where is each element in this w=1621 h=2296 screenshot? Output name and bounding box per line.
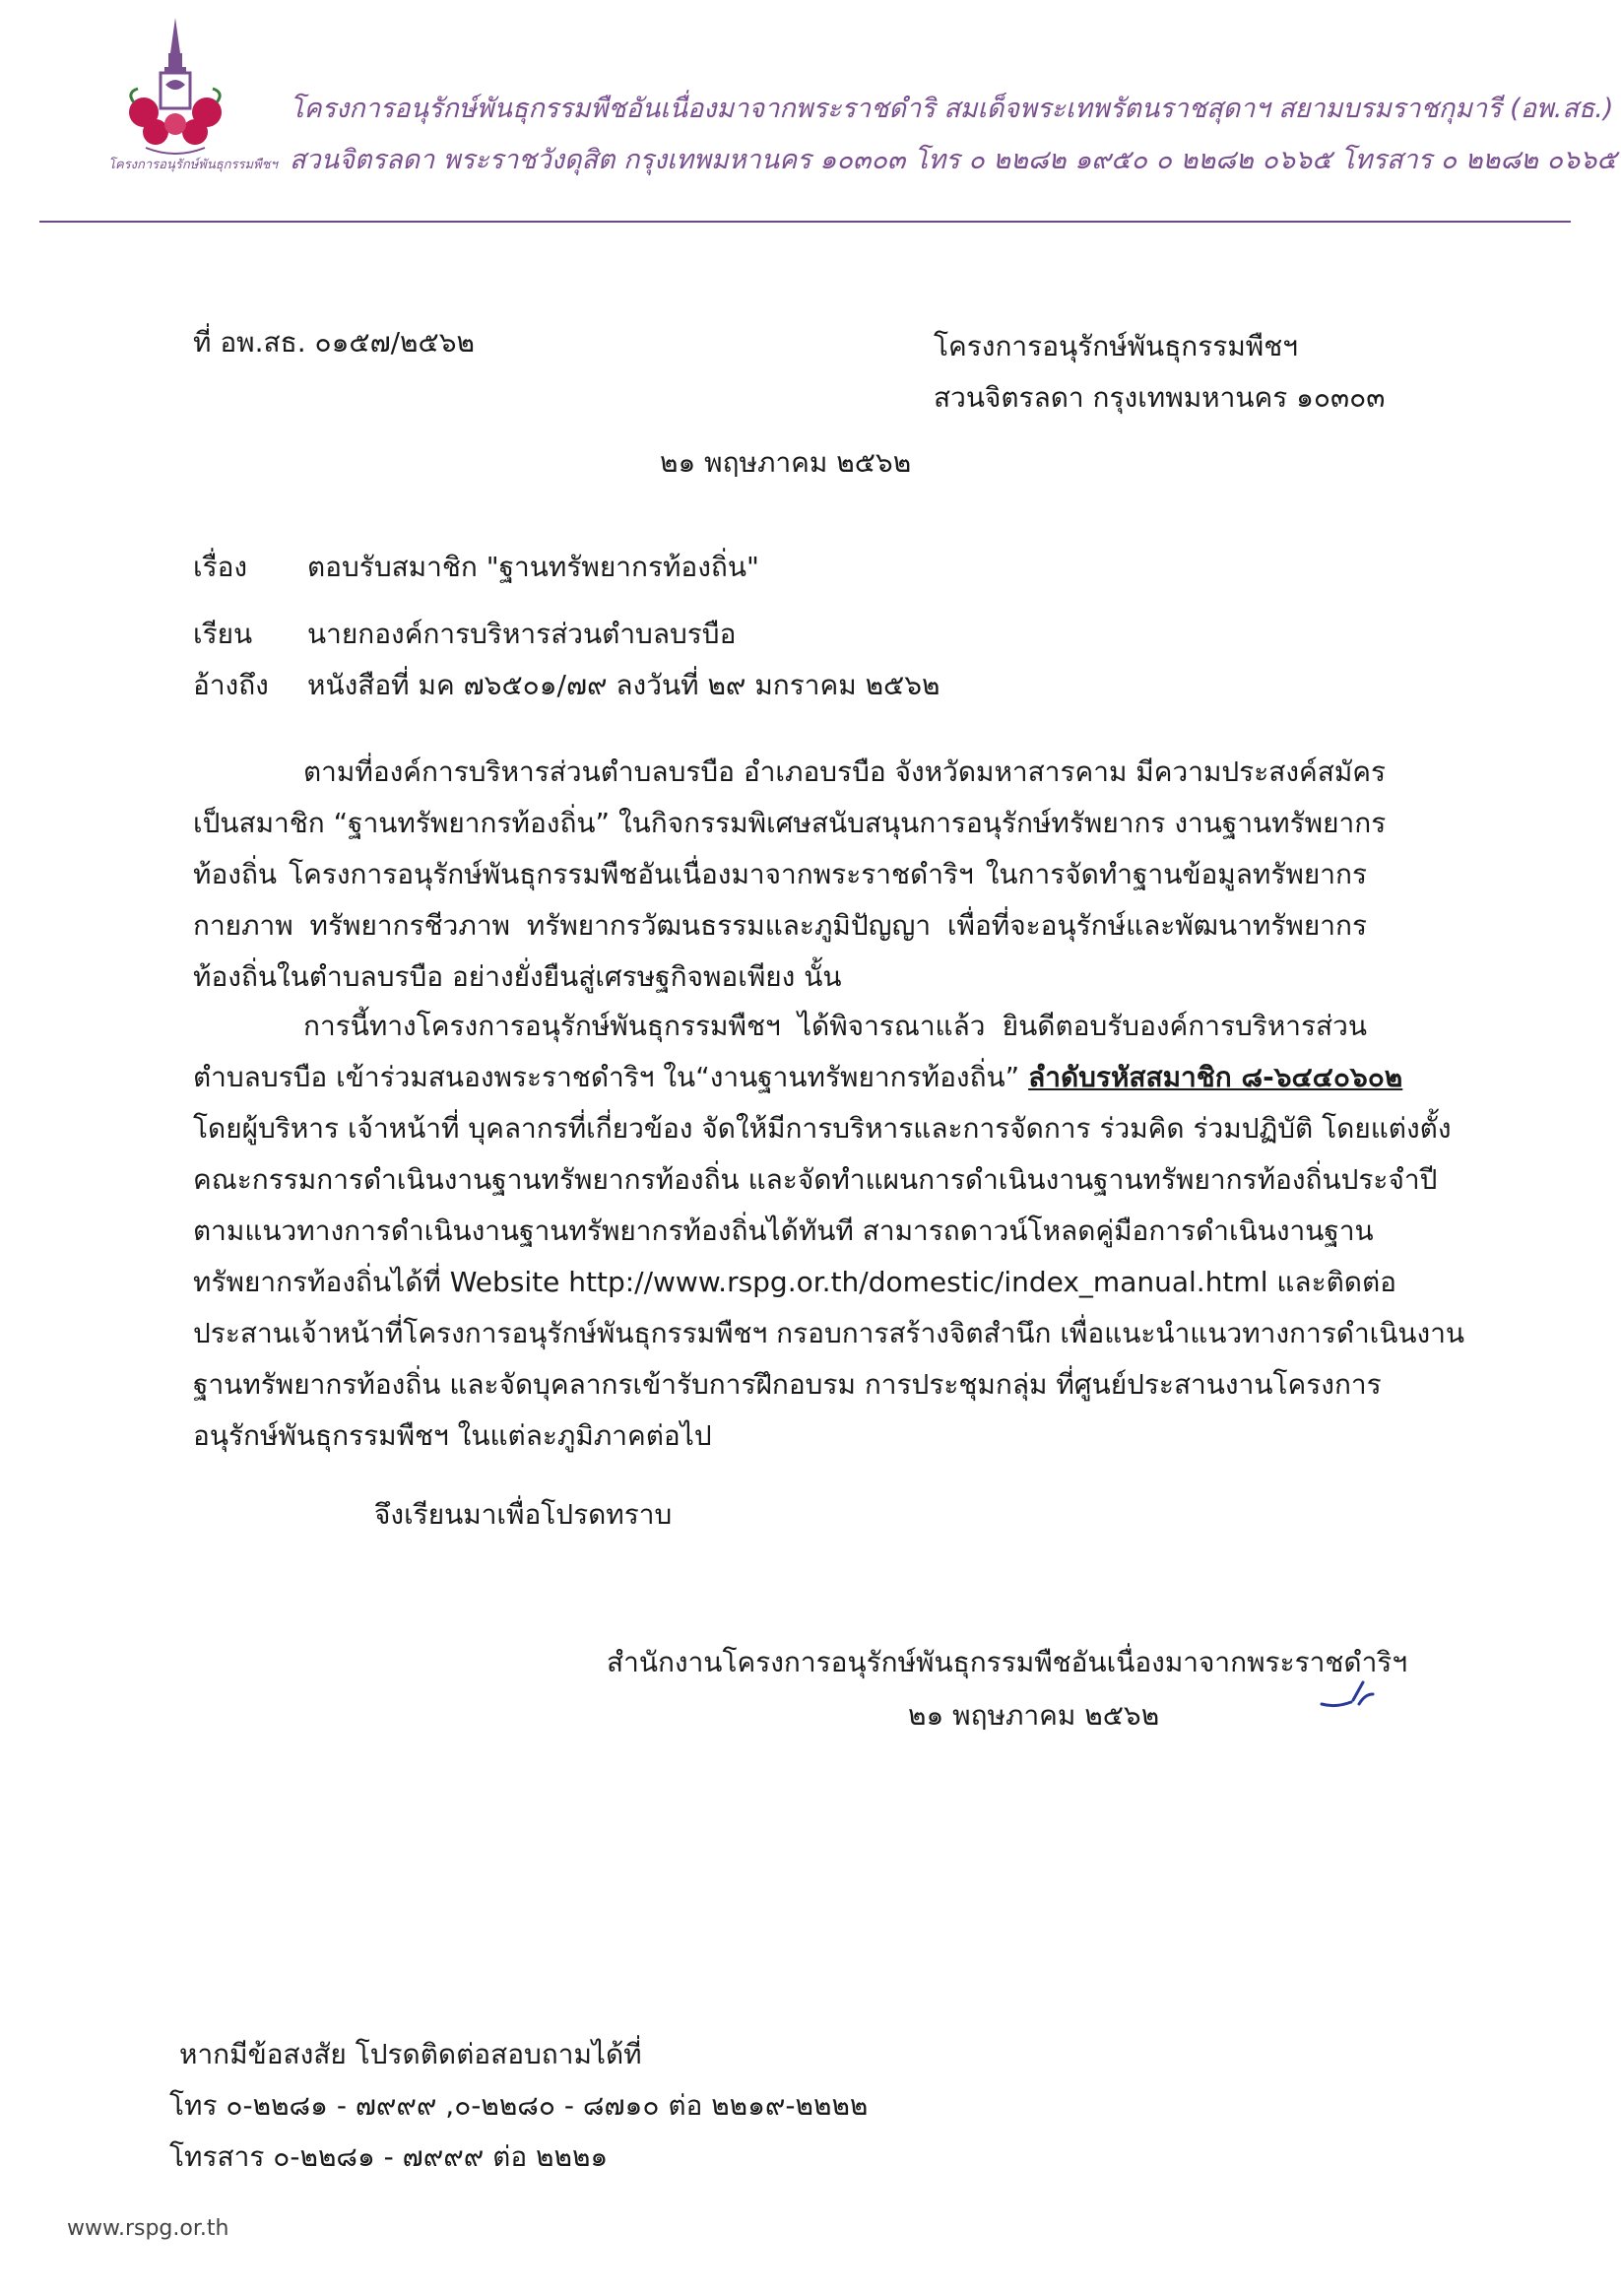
contact-fax: โทรสาร ๐-๒๒๘๑ - ๗๙๙๙ ต่อ ๒๒๒๑ xyxy=(169,2140,609,2173)
letter-date: ๒๑ พฤษภาคม ๒๕๖๒ xyxy=(660,446,912,479)
p1-line: กายภาพ ทรัพยากรชีวภาพ ทรัพยากรวัฒนธรรมและภูมิปัญญา เพื่อที่จะอนุรักษ์และพัฒนาทรัพยากร xyxy=(193,909,1367,942)
recipient-value: นายกองค์การบริหารส่วนตำบลบรบือ xyxy=(307,618,737,650)
sender-address: สวนจิตรลดา กรุงเทพมหานคร ๑๐๓๐๓ xyxy=(934,381,1386,414)
logo-caption: โครงการอนุรักษ์พันธุกรรมพืชฯ xyxy=(108,158,278,172)
sender-name: โครงการอนุรักษ์พันธุกรรมพืชฯ xyxy=(934,330,1298,362)
p2-line: อนุรักษ์พันธุกรรมพืชฯ ในแต่ละภูมิภาคต่อไป xyxy=(193,1419,712,1452)
p2-line: โดยผู้บริหาร เจ้าหน้าที่ บุคลากรที่เกี่ยวข้อง จัดให้มีการบริหารและการจัดการ ร่วมคิด ร่วมปฏิบัติ โดยแต่งตั้ง xyxy=(193,1112,1452,1145)
p1-line: เป็นสมาชิก “ฐานทรัพยากรท้องถิ่น” ในกิจกรรมพิเศษสนับสนุนการอนุรักษ์ทรัพยากร งานฐานทรัพยากร xyxy=(193,807,1387,839)
p2-line xyxy=(193,1052,1403,1103)
reference-number: ที่ อพ.สธ. ๐๑๕๗/๒๕๖๒ xyxy=(193,326,475,359)
p1-line: ท้องถิ่นในตำบลบรบือ อย่างยั่งยืนสู่เศรษฐกิจพอเพียง นั้น xyxy=(193,960,842,993)
emblem-logo xyxy=(116,14,234,169)
p2-line: คณะกรรมการดำเนินงานฐานทรัพยากรท้องถิ่น และจัดทำแผนการดำเนินงานฐานทรัพยากรท้องถิ่นประจำปี xyxy=(193,1163,1438,1196)
letterhead-title: โครงการอนุรักษ์พันธุกรรมพืชอันเนื่องมาจากพระราชดำริ สมเด็จพระเทพรัตนราชสุดาฯ สยามบรมราชกุมารี (อพ.สธ.) xyxy=(290,94,1614,124)
p2-line: การนี้ทางโครงการอนุรักษ์พันธุกรรมพืชฯ ได้พิจารณาแล้ว ยินดีตอบรับองค์การบริหารส่วน xyxy=(303,1010,1367,1042)
p1-line: ตามที่องค์การบริหารส่วนตำบลบรบือ อำเภอบรบือ จังหวัดมหาสารคาม มีความประสงค์สมัคร xyxy=(303,755,1387,788)
letterhead xyxy=(0,0,1621,227)
footer-website: www.rspg.or.th xyxy=(67,2216,229,2241)
p2-line: ตามแนวทางการดำเนินงานฐานทรัพยากรท้องถิ่นได้ทันที สามารถดาวน์โหลดคู่มือการดำเนินงานฐาน xyxy=(193,1214,1374,1247)
signature-office: สำนักงานโครงการอนุรักษ์พันธุกรรมพืชอันเนื่องมาจากพระราชดำริฯ xyxy=(607,1646,1408,1678)
signature-mark xyxy=(1320,1674,1379,1714)
recipient-label: เรียน xyxy=(193,618,253,650)
letterhead-address: สวนจิตรลดา พระราชวังดุสิต กรุงเทพมหานคร ๑๐๓๐๓ โทร ๐ ๒๒๘๒ ๑๙๕๐ ๐ ๒๒๘๒ ๐๖๖๕ โทรสาร ๐ ๒๒๘๒ ๐๖๖๕ xyxy=(290,145,1617,175)
p2-line-text: ตำบลบรบือ เข้าร่วมสนองพระราชดำริฯ ใน“งานฐานทรัพยากรท้องถิ่น” xyxy=(193,1061,1029,1093)
body-paragraph-2 xyxy=(193,1001,1465,1462)
contact-phone: โทร ๐-๒๒๘๑ - ๗๙๙๙ ,๐-๒๒๘๐ - ๘๗๑๐ ต่อ ๒๒๑๙-๒๒๒๒ xyxy=(169,2089,869,2122)
p2-line: ฐานทรัพยากรท้องถิ่น และจัดบุคลากรเข้ารับการฝึกอบรม การประชุมกลุ่ม ที่ศูนย์ประสานงานโครงการ xyxy=(193,1368,1382,1401)
letterhead-divider xyxy=(39,221,1571,223)
reference-value: หนังสือที่ มค ๗๖๕๐๑/๗๙ ลงวันที่ ๒๙ มกราคม ๒๕๖๒ xyxy=(307,669,940,701)
p2-line: ทรัพยากรท้องถิ่นได้ที่ Website http://www.rspg.or.th/domestic/index_manual.html และติดต่อ xyxy=(193,1266,1396,1298)
p1-line: ท้องถิ่น โครงการอนุรักษ์พันธุกรรมพืชอันเนื่องมาจากพระราชดำริฯ ในการจัดทำฐานข้อมูลทรัพยากร xyxy=(193,858,1367,890)
p2-line: ประสานเจ้าหน้าที่โครงการอนุรักษ์พันธุกรรมพืชฯ กรอบการสร้างจิตสำนึก เพื่อแนะนำแนวทางการดำเนินงาน xyxy=(193,1317,1465,1349)
contact-heading: หากมีข้อสงสัย โปรดติดต่อสอบถามได้ที่ xyxy=(179,2038,642,2070)
signature-date: ๒๑ พฤษภาคม ๒๕๖๒ xyxy=(908,1699,1160,1732)
closing-line: จึงเรียนมาเพื่อโปรดทราบ xyxy=(374,1498,673,1531)
member-code: ลำดับรหัสสมาชิก ๘-๖๔๔๐๖๐๒ xyxy=(1028,1061,1403,1093)
subject-value: ตอบรับสมาชิก "ฐานทรัพยากรท้องถิ่น" xyxy=(307,551,759,583)
reference-label: อ้างถึง xyxy=(193,669,269,701)
subject-label: เรื่อง xyxy=(193,551,248,583)
body-paragraph-1 xyxy=(193,747,1387,1003)
